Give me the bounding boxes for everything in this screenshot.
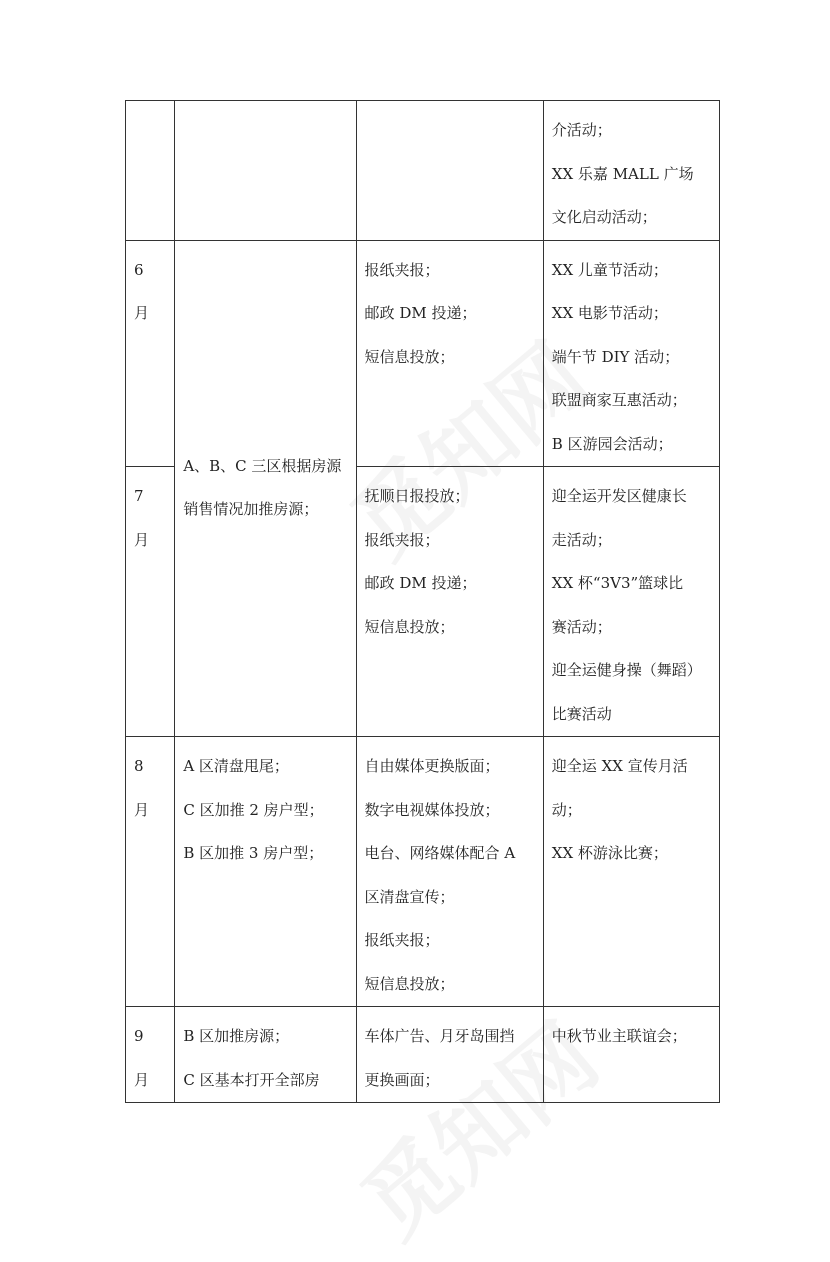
media-cell [356,737,543,1007]
focus-line: 销售情况加推房源； [183,500,319,519]
event-line: 动； [551,800,582,819]
month-unit: 月 [134,530,150,549]
media-line: 短信息投放； [364,347,455,366]
month-cell [126,467,175,737]
media-line: 邮政 DM 投递； [364,574,477,592]
event-line: 中秋节业主联谊会； [551,1027,687,1045]
media-cell [356,101,543,241]
media-line: 电台、网络媒体配合 A [364,844,516,862]
media-line: 报纸夹报； [364,260,440,279]
event-line: 迎全运 XX 宣传月活 [551,757,688,775]
media-line: 短信息投放； [364,617,455,636]
month-number: 6 [134,260,144,279]
events-cell [543,240,719,467]
focus-cell [175,1007,356,1103]
month-unit: 月 [134,1070,150,1089]
focus-cell [175,101,356,241]
focus-line: C 区基本打开全部房 [183,1070,320,1089]
event-line: 赛活动； [551,617,612,636]
month-cell [126,737,175,1007]
focus-line: B 区加推房源； [183,1027,290,1045]
media-cell [356,1007,543,1103]
table-row [126,101,720,241]
event-line: 介活动； [551,121,612,139]
event-line: 联盟商家互惠活动； [551,391,687,409]
event-line: 迎全运健身操（舞蹈） [551,661,702,679]
events-cell [543,101,719,241]
event-line: XX 乐嘉 MALL 广场 [551,164,694,183]
media-line: 报纸夹报； [364,530,440,549]
event-line: 端午节 DIY 活动； [551,347,680,366]
month-unit: 月 [134,304,150,322]
event-line: B 区游园会活动； [551,434,673,453]
media-cell [356,240,543,467]
focus-cell [175,737,356,1007]
media-line: 区清盘宣传； [364,887,455,906]
events-cell [543,1007,719,1103]
media-line: 自由媒体更换版面； [364,757,500,775]
event-line: 走活动； [551,530,612,549]
media-line: 抚顺日报投放； [364,487,470,505]
event-line: 迎全运开发区健康长 [551,487,687,505]
event-line: 文化启动活动； [551,208,657,226]
focus-line: B 区加推 3 房户型； [183,844,324,862]
media-cell [356,467,543,737]
media-line: 邮政 DM 投递； [364,304,477,322]
table-row [126,1007,720,1103]
media-line: 数字电视媒体投放； [364,800,500,819]
month-unit: 月 [134,800,150,819]
focus-line: A 区清盘甩尾； [183,757,289,775]
media-line: 短信息投放； [364,974,455,993]
media-line: 车体广告、月牙岛围挡 [364,1027,515,1045]
event-line: 比赛活动 [551,704,612,723]
month-cell [126,240,175,467]
table-row [126,240,720,467]
event-line: XX 杯游泳比赛； [551,844,668,862]
event-line: XX 杯“3V3”篮球比 [551,574,684,592]
month-number: 7 [134,487,144,505]
month-cell [126,1007,175,1103]
month-cell [126,101,175,241]
events-cell [543,737,719,1007]
event-line: XX 儿童节活动； [551,260,668,279]
media-line: 更换画面； [364,1070,440,1089]
media-line: 报纸夹报； [364,931,440,949]
events-cell [543,467,719,737]
month-number: 9 [134,1027,144,1045]
month-number: 8 [134,757,144,775]
table-row [126,737,720,1007]
focus-cell-merged [175,240,356,737]
focus-line: C 区加推 2 房户型； [183,800,324,819]
event-line: XX 电影节活动； [551,304,668,322]
promotion-plan-table [125,100,720,1103]
focus-line: A、B、C 三区根据房源 [183,456,342,475]
